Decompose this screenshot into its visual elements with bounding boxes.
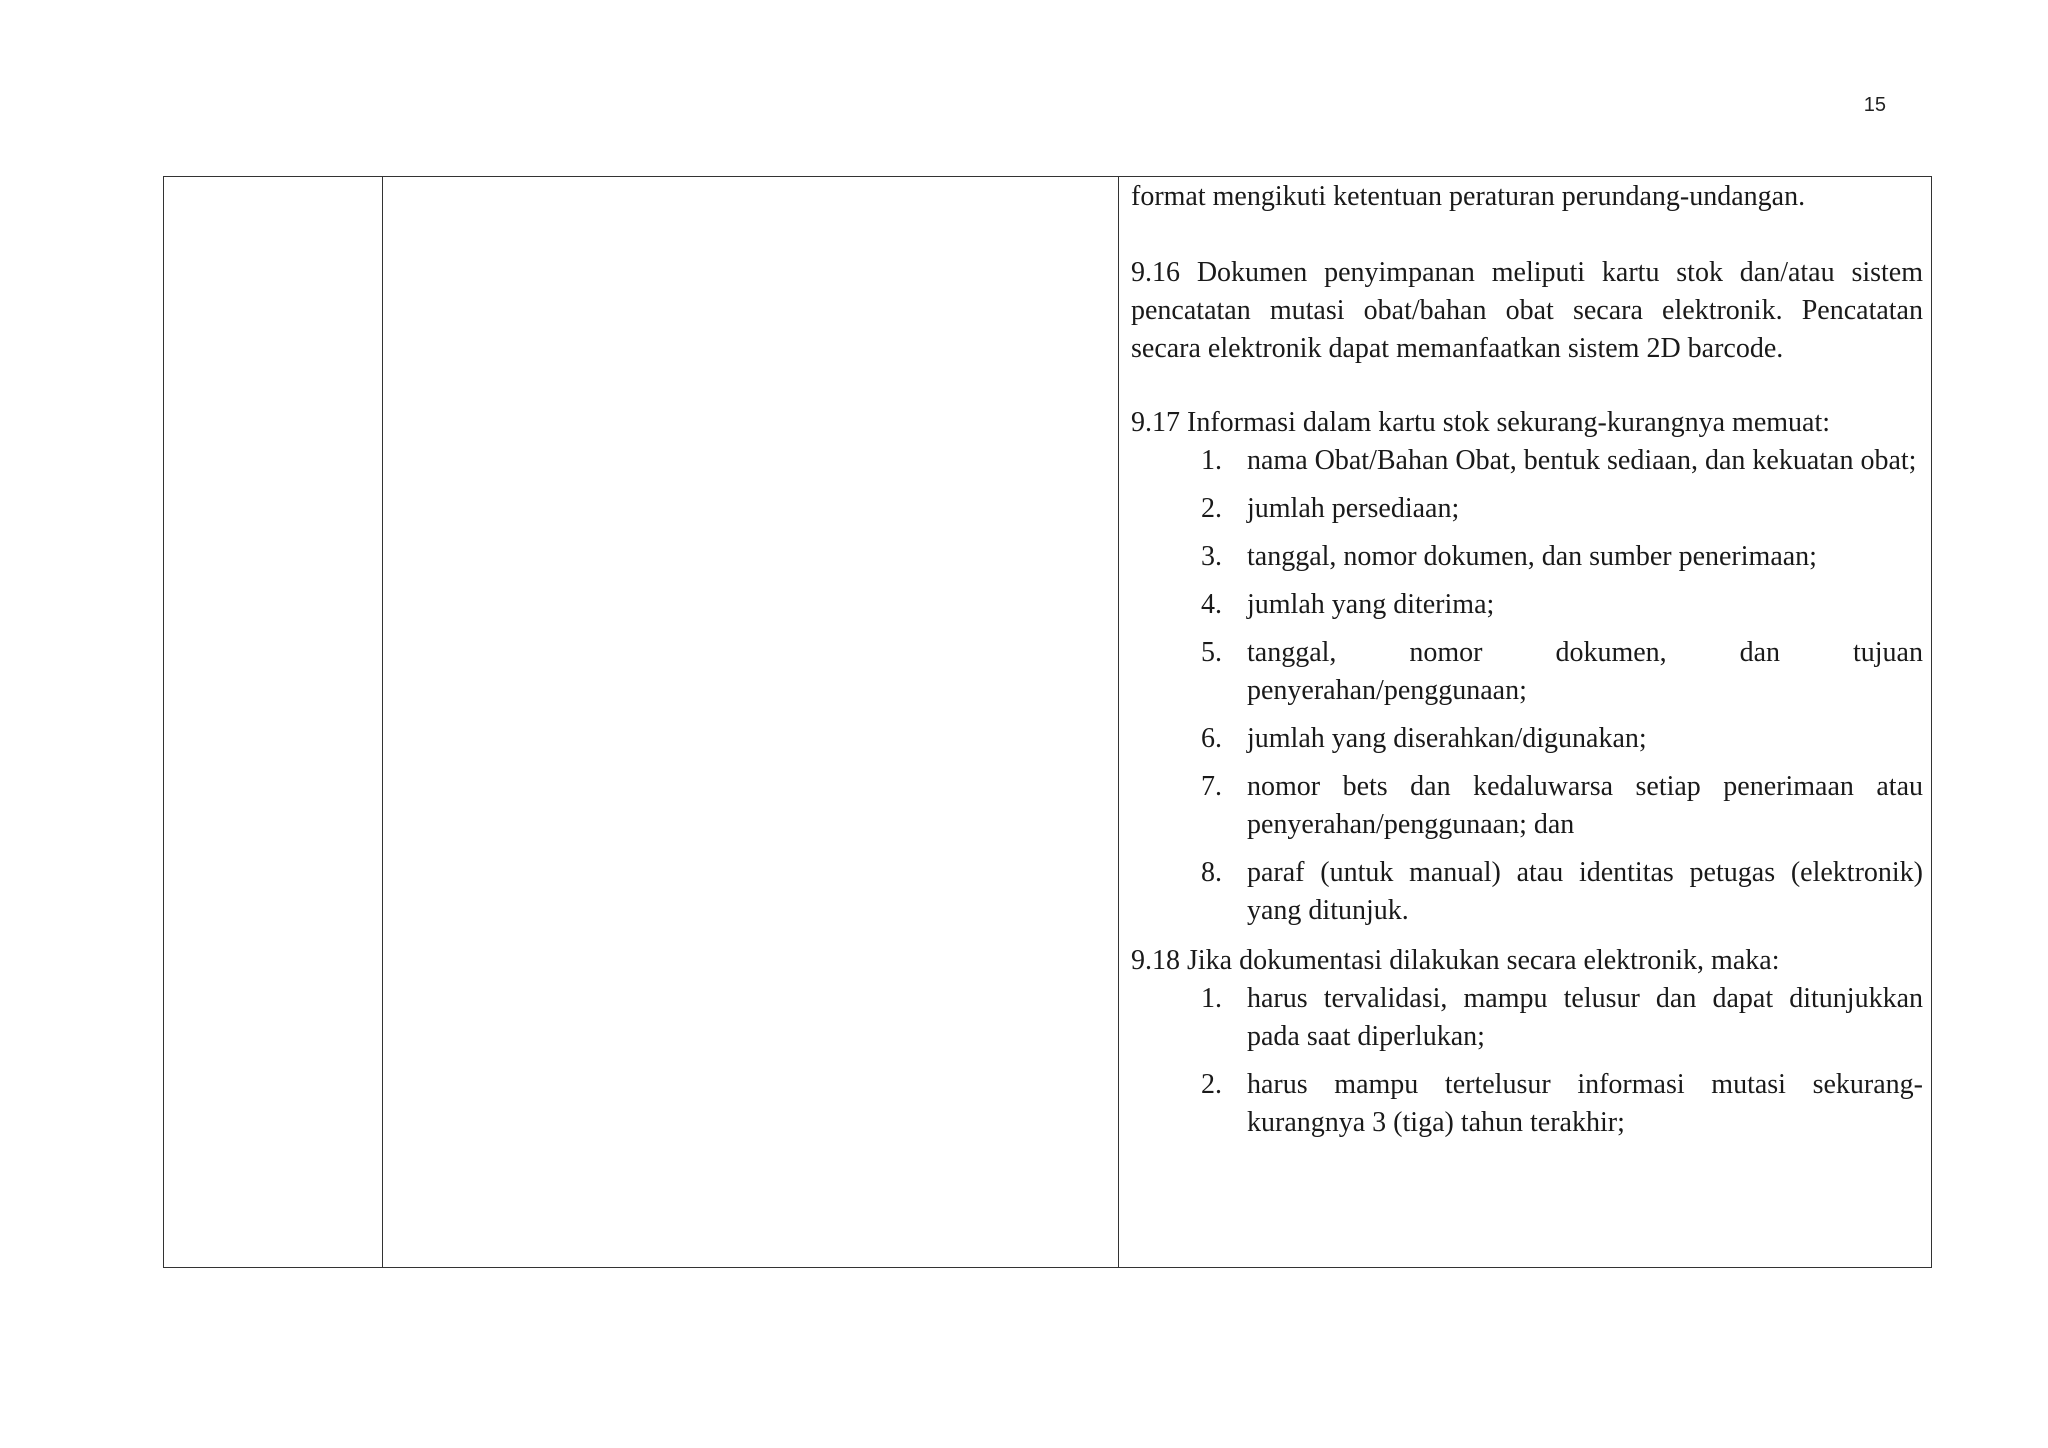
list-item-text-line1 bbox=[1247, 634, 1923, 672]
list-item-text: jumlah yang diterima; bbox=[1247, 589, 1495, 620]
list-item bbox=[1131, 854, 1923, 930]
word: nomor bbox=[1409, 637, 1483, 668]
document-table bbox=[163, 176, 1932, 1268]
stock-card-info-list bbox=[1131, 442, 1923, 930]
paragraph-9-17: 9.17 Informasi dalam kartu stok sekurang-kurangnya memuat: bbox=[1131, 407, 1831, 438]
word: dokumen, bbox=[1555, 637, 1667, 668]
list-item-number: 6. bbox=[1201, 723, 1222, 754]
list-item bbox=[1131, 1066, 1923, 1142]
list-item-text: nama Obat/Bahan Obat, bentuk sediaan, dan kekuatan obat; bbox=[1247, 445, 1917, 476]
list-item bbox=[1131, 490, 1923, 528]
list-item bbox=[1131, 586, 1923, 624]
list-item-text: harus mampu tertelusur informasi mutasi sekurang-kurangnya 3 (tiga) tahun terakhir; bbox=[1247, 1069, 1923, 1138]
word: dan bbox=[1739, 637, 1781, 668]
list-item-number: 1. bbox=[1201, 983, 1222, 1014]
list-item bbox=[1131, 634, 1923, 710]
paragraph-9-16: 9.16 Dokumen penyimpanan meliputi kartu stok dan/atau sistem pencatatan mutasi obat/bahan obat secara elektronik. Pencatatan secara elektronik dapat memanfaatkan sistem 2D barcode. bbox=[1131, 257, 1923, 364]
list-item bbox=[1131, 768, 1923, 844]
list-item-number: 2. bbox=[1201, 493, 1222, 524]
list-item-number: 1. bbox=[1201, 445, 1222, 476]
list-item-text: jumlah yang diserahkan/digunakan; bbox=[1247, 723, 1647, 754]
electronic-doc-list bbox=[1131, 980, 1923, 1142]
word: tanggal, bbox=[1247, 637, 1337, 668]
column-divider-2 bbox=[1118, 177, 1119, 1267]
list-item-text: jumlah persediaan; bbox=[1247, 493, 1460, 524]
continuation-text: format mengikuti ketentuan peraturan perundang-undangan. bbox=[1131, 181, 1806, 212]
paragraph-9-18: 9.18 Jika dokumentasi dilakukan secara elektronik, maka: bbox=[1131, 945, 1780, 976]
list-item bbox=[1131, 442, 1923, 480]
list-item bbox=[1131, 720, 1923, 758]
list-item-text: harus tervalidasi, mampu telusur dan dapat ditunjukkan pada saat diperlukan; bbox=[1247, 983, 1923, 1052]
list-item bbox=[1131, 980, 1923, 1056]
word: tujuan bbox=[1853, 637, 1923, 668]
list-item-number: 2. bbox=[1201, 1069, 1222, 1100]
list-item-number: 3. bbox=[1201, 541, 1222, 572]
list-item bbox=[1131, 538, 1923, 576]
column-divider-1 bbox=[382, 177, 383, 1267]
list-item-number: 7. bbox=[1201, 771, 1222, 802]
table-cell-content bbox=[1131, 177, 1923, 1142]
list-item-text: tanggal, nomor dokumen, dan sumber penerimaan; bbox=[1247, 541, 1817, 572]
list-item-text: nomor bets dan kedaluwarsa setiap penerimaan atau penyerahan/penggunaan; dan bbox=[1247, 771, 1923, 840]
list-item-text: paraf (untuk manual) atau identitas petugas (elektronik) yang ditunjuk. bbox=[1247, 857, 1923, 926]
list-item-number: 4. bbox=[1201, 589, 1222, 620]
list-item-number: 5. bbox=[1201, 637, 1222, 668]
list-item-number: 8. bbox=[1201, 857, 1222, 888]
page-number: 15 bbox=[1863, 94, 1886, 116]
list-item-text-line2: penyerahan/penggunaan; bbox=[1247, 675, 1527, 706]
